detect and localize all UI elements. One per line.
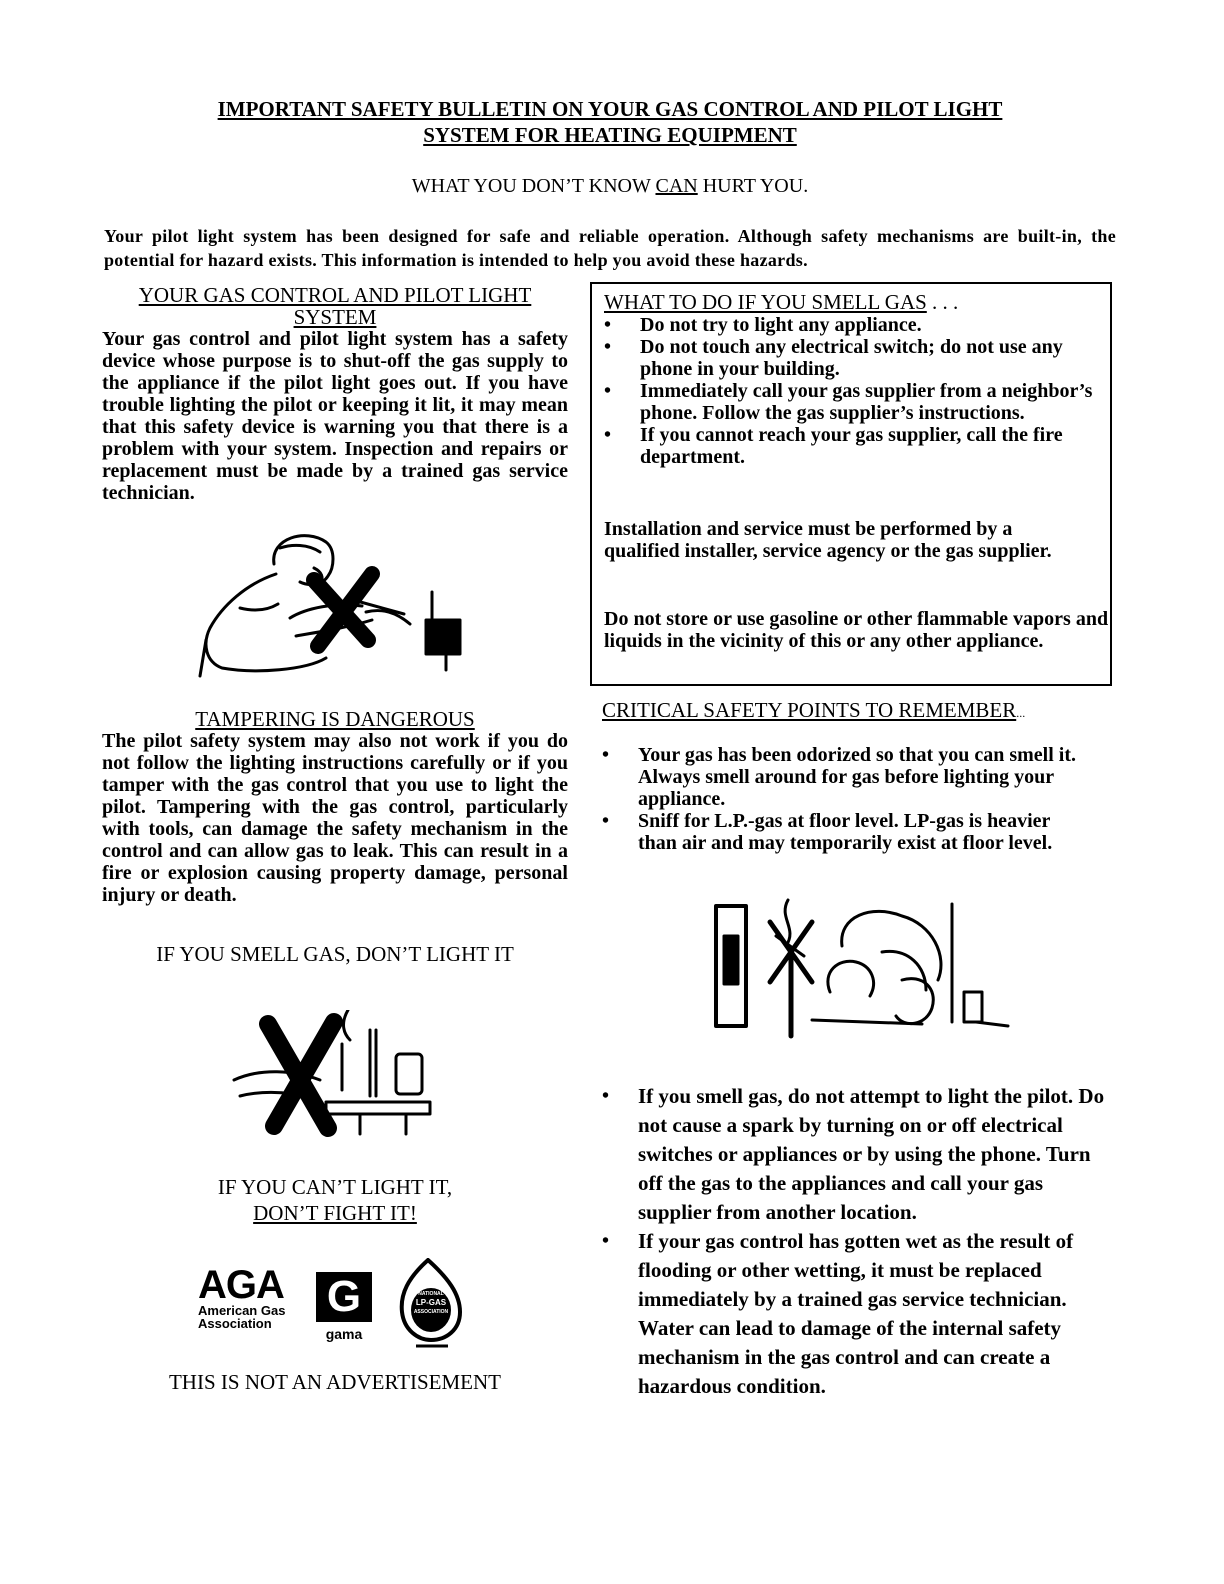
tampering-illustration [196, 528, 486, 678]
critical-points-heading [602, 698, 1122, 725]
intro-paragraph: Your pilot light system has been designed for safe and reliable operation. Although safety mechanisms are built-in, the potential for hazard exists. This information is intended to help you avoid these hazards. [104, 226, 1116, 270]
subtitle-emphasis: CAN [655, 175, 698, 197]
smell-gas-list [604, 314, 1094, 468]
not-advertisement: THIS IS NOT AN ADVERTISEMENT [168, 1370, 502, 1394]
section-gas-control-heading-line2: SYSTEM [293, 305, 377, 329]
title-line-1: IMPORTANT SAFETY BULLETIN ON YOUR GAS CONTROL AND PILOT LIGHT [217, 97, 1003, 121]
smell-gas-caption: IF YOU SMELL GAS, DON’T LIGHT IT [156, 942, 514, 966]
smell-gas-box-heading [604, 290, 1104, 314]
list-item: • Do not touch any electrical switch; do not use any phone in your building. [604, 336, 1094, 380]
title-line-2: SYSTEM FOR HEATING EQUIPMENT [423, 123, 797, 147]
smell-gas-box-heading-suffix: . . . [926, 290, 959, 314]
flammable-note: Do not store or use gasoline or other flammable vapors and liquids in the vicinity of this or any other appliance. [604, 608, 1109, 652]
section-gas-control-heading-line1: YOUR GAS CONTROL AND PILOT LIGHT [138, 283, 532, 307]
tampering-body: The pilot safety system may also not work if you do not follow the lighting instructions carefully or if you tamper with the gas control that you use to light the pilot. Tampering with the gas control, particularly with tools, can damage the safety mechanism in the control and can allow gas to leak. This can result in a fire or explosion causing property damage, personal injury or death. [102, 730, 568, 906]
installation-note: Installation and service must be performed by a qualified installer, service agency or the gas supplier. [604, 518, 1052, 562]
cant-light-caption [100, 1174, 570, 1226]
section-gas-control-heading [100, 284, 570, 328]
bulletin-title [100, 96, 1120, 148]
association-logos [198, 1258, 478, 1348]
list-item: • If your gas control has gotten wet as the result of flooding or other wetting, it must be replaced immediately by a trained gas service technician. Water can lead to damage of the internal safety mechanism in the gas control and can create a hazardous condition. [602, 1227, 1114, 1401]
subtitle-after: HURT YOU. [697, 175, 809, 197]
gama-logo-letter: G [326, 1272, 362, 1321]
tampering-heading: TAMPERING IS DANGEROUS [195, 707, 475, 731]
subtitle [100, 174, 1120, 198]
list-item: • Immediately call your gas supplier from a neighbor’s phone. Follow the gas supplier’s instructions. [604, 380, 1094, 424]
list-item: • Sniff for L.P.-gas at floor level. LP-gas is heavier than air and may temporarily exist at floor level. [602, 810, 1092, 854]
lp-gas-logo-text [412, 1290, 450, 1316]
cant-light-line2: DON’T FIGHT IT! [253, 1201, 417, 1225]
smell-gas-box-heading-text: WHAT TO DO IF YOU SMELL GAS [604, 290, 927, 314]
critical-points-heading-suffix: ... [1016, 706, 1026, 720]
aga-logo-name-line2: Association [198, 1316, 272, 1331]
critical-points-list-top [602, 744, 1092, 854]
lp-gas-logo-mid: LP-GAS [415, 1298, 447, 1307]
critical-points-heading-text: CRITICAL SAFETY POINTS TO REMEMBER [602, 698, 1017, 722]
list-item: • If you cannot reach your gas supplier, call the fire department. [604, 424, 1094, 468]
lp-gas-logo-bottom: ASSOCIATION [413, 1309, 449, 1315]
lp-gas-logo-top: NATIONAL [418, 1291, 444, 1297]
gama-logo-name: gama [325, 1326, 363, 1342]
gama-logo-mark [316, 1272, 372, 1322]
section-gas-control-body: Your gas control and pilot light system has a safety device whose purpose is to shut-off the gas supply to the appliance if the pilot light goes out. If you have trouble lighting the pilot or keeping it lit, it may mean that this safety device is warning you that there is a problem with your system. Inspection and repairs or replacement must be made by a trained gas service technician. [102, 328, 568, 504]
list-item: • Do not try to light any appliance. [604, 314, 1094, 336]
sniff-floor-illustration [712, 896, 1012, 1040]
list-item: • If you smell gas, do not attempt to light the pilot. Do not cause a spark by turning on or off electrical switches or appliances or by using the phone. Turn off the gas to the appliances and call your gas supplier from another location. [602, 1082, 1114, 1227]
smell-gas-box [590, 282, 1112, 686]
aga-logo [198, 1263, 294, 1331]
critical-points-list-bottom [602, 1082, 1114, 1401]
subtitle-before: WHAT YOU DON’T KNOW [411, 175, 656, 197]
cant-light-line1: IF YOU CAN’T LIGHT IT, [217, 1175, 453, 1199]
list-item: • Your gas has been odorized so that you can smell it. Always smell around for gas before lighting your appliance. [602, 744, 1092, 810]
aga-logo-mark: AGA [198, 1263, 284, 1307]
aga-logo-name-line1: American Gas [198, 1303, 286, 1318]
pilot-lighting-illustration [230, 1010, 440, 1140]
